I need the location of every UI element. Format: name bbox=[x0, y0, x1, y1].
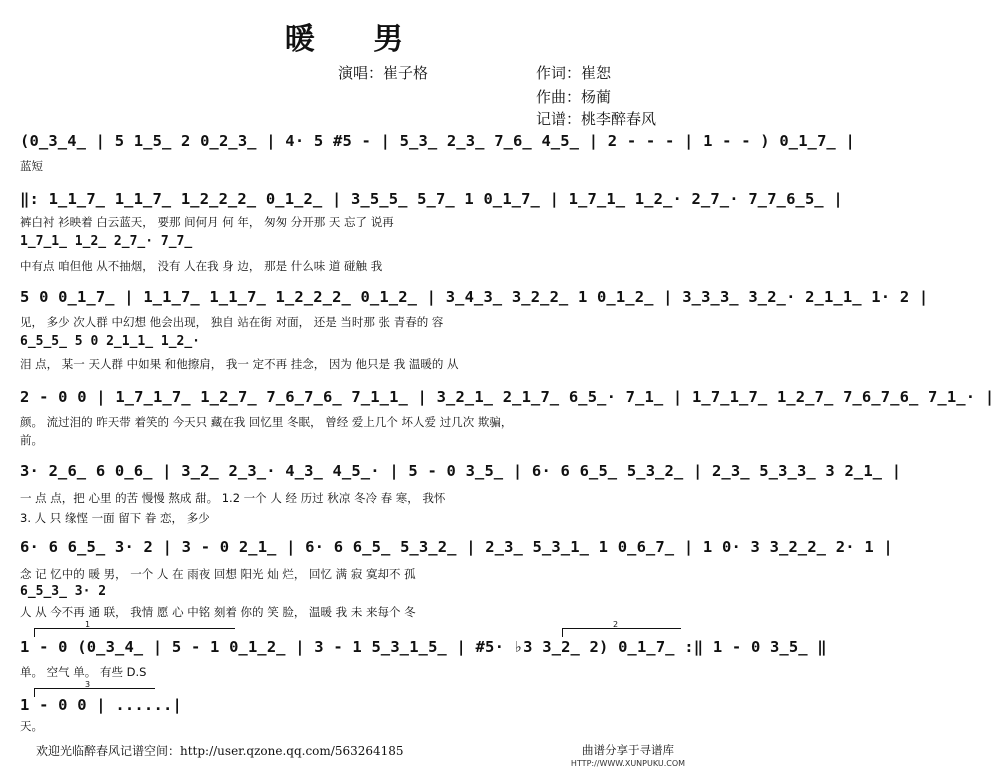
lyric-line-6b: 人 从 今不再 通 联， 我情 愿 心 中铭 刻着 你的 笑 脸， 温暖 我 未 来每个 冬 bbox=[20, 605, 416, 619]
alt-notes-line-3: 6̲5̲5̲ 5 0 2̲1̲1̲ 1̲2̲· bbox=[20, 334, 201, 349]
alt-notes-line-6: 6̲5̲3̲ 3· 2 bbox=[20, 584, 107, 599]
lyric-line-4b: 前。 bbox=[20, 433, 43, 447]
lyric-line-6a: 念 记 忆中的 暖 男， 一个 人 在 雨夜 回想 阳光 灿 烂， 回忆 满 寂 寞却不 孤 bbox=[20, 567, 416, 581]
lyricist-credit: 作词：崔恕 bbox=[536, 64, 612, 82]
lyric-line-4a: 颜。 流过泪的 昨天带 着笑的 今天只 藏在我 回忆里 冬眠， 曾经 爱上几个 坏人爱 过几次 欺骗， bbox=[20, 415, 513, 429]
lyric-line-2a: 裤白衬 衫映着 白云蓝天， 要那 间何月 何 年， 匆匆 分开那 天 忘了 说再 bbox=[20, 215, 394, 229]
composer-credit: 作曲：杨蔺 bbox=[536, 88, 612, 106]
site-url: HTTP://WWW.XUNPUKU.COM bbox=[570, 759, 686, 768]
alt-notes-line-2: 1̲7̲1̲ 1̲2̲ 2̲7̲· 7̲7̲ bbox=[20, 234, 193, 249]
score-line-8: 1 - 0 0 | ......| bbox=[20, 696, 183, 714]
lyric-line-5a: 一 点 点，把 心里 的苦 慢慢 熬成 甜。 1.2 一个 人 经 历过 秋凉 冬冷 春 寒， 我怀 bbox=[20, 491, 446, 505]
score-line-3: 5 0 0̲1̲7̲ | 1̲1̲7̲ 1̲1̲7̲ 1̲2̲2̲2̲ 0̲1̲2̲ | 3̲4̲3̲ 3̲2̲2̲ 1 0̲1̲2̲ | 3̲3̲3̲ 3̲2̲· 2̲1̲1̲ 1· 2 | bbox=[20, 288, 929, 306]
site-watermark: 曲谱分享于寻谱库 bbox=[582, 743, 674, 757]
lyric-line-2b: 中有点 咱但他 从不抽烟， 没有 人在我 身 边， 那是 什么味 道 碰触 我 bbox=[20, 259, 383, 273]
score-line-1: (0̲3̲4̲ | 5 1̲5̲ 2 0̲2̲3̲ | 4· 5 #5 - | 5̲3̲ 2̲3̲ 7̲6̲ 4̲5̲ | 2 - - - | 1 - - ) 0̲1̲7̲ | bbox=[20, 132, 855, 150]
lyric-line-3b: 泪 点， 某一 天人群 中如果 和他擦肩， 我一 定不再 挂念， 因为 他只是 我 温暖的 从 bbox=[20, 357, 459, 371]
score-line-6: 6· 6 6̲5̲ 3· 2 | 3 - 0 2̲1̲ | 6· 6 6̲5̲ 5̲3̲2̲ | 2̲3̲ 5̲3̲1̲ 1 0̲6̲7̲ | 1 0· 3 3̲2̲2̲ 2· 1 | bbox=[20, 538, 893, 556]
score-line-4: 2 - 0 0 | 1̲7̲1̲7̲ 1̲2̲7̲ 7̲6̲7̲6̲ 7̲1̲1̲ | 3̲2̲1̲ 2̲1̲7̲ 6̲5̲· 7̲1̲ | 1̲7̲1̲7̲ 1̲2̲7̲ 7̲6̲7̲6̲ 7̲1̲· | bbox=[20, 388, 994, 406]
transcriber-credit: 记谱：桃李醉春风 bbox=[536, 110, 657, 128]
score-line-5: 3· 2̲6̲ 6 0̲6̲ | 3̲2̲ 2̲3̲· 4̲3̲ 4̲5̲· | 5 - 0 3̲5̲ | 6· 6 6̲5̲ 5̲3̲2̲ | 2̲3̲ 5̲3̲3̲ 3 2̲1̲ | bbox=[20, 462, 902, 480]
lyric-line-1a: 蓝短 bbox=[20, 159, 43, 173]
song-title: 暖 男 bbox=[284, 22, 428, 57]
first-ending-bracket: 1 bbox=[34, 628, 235, 637]
third-ending-bracket: 3 bbox=[34, 688, 155, 697]
lyric-line-7a: 单。 空气 单。 有些 D.S bbox=[20, 665, 147, 679]
score-line-2: ‖: 1̲1̲7̲ 1̲1̲7̲ 1̲2̲2̲2̲ 0̲1̲2̲ | 3̲5̲5̲ 5̲7̲ 1 0̲1̲7̲ | 1̲7̲1̲ 1̲2̲· 2̲7̲· 7̲7̲6̲5̲ | bbox=[20, 190, 843, 208]
footer-credit: 欢迎光临醉春风记谱空间：http://user.qzone.qq.com/563264185 bbox=[36, 744, 404, 758]
second-ending-bracket: 2 bbox=[562, 628, 681, 637]
score-line-7: 1 - 0 (0̲3̲4̲ | 5 - 1 0̲1̲2̲ | 3 - 1 5̲3̲1̲5̲ | #5· ♭3 3̲2̲ 2) 0̲1̲7̲ :‖ 1 - 0 3̲5̲ ‖ bbox=[20, 638, 827, 656]
lyric-line-3a: 见， 多少 次人群 中幻想 他会出现， 独自 站在街 对面， 还是 当时那 张 青春的 容 bbox=[20, 315, 444, 329]
singer-credit: 演唱：崔子格 bbox=[338, 64, 429, 82]
lyric-line-8a: 天。 bbox=[20, 719, 43, 733]
lyric-line-5b: 3. 人 只 缘悭 一面 留下 眷 恋， 多少 bbox=[20, 511, 210, 525]
